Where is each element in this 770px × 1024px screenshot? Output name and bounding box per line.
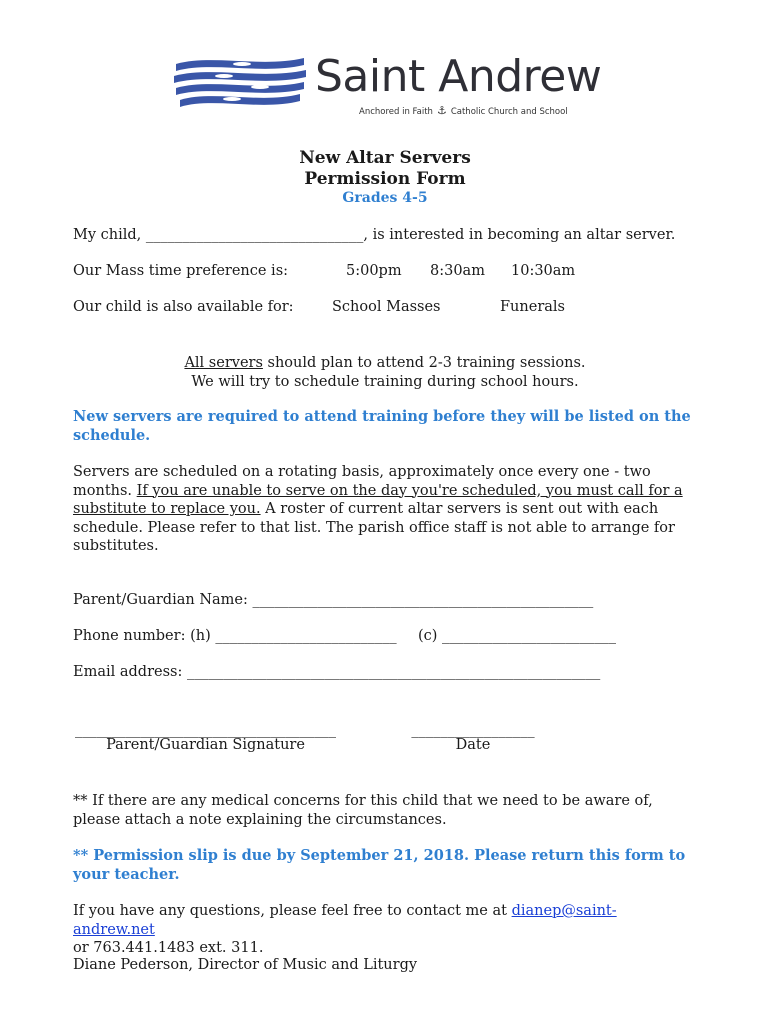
mass-time-row — [73, 263, 288, 279]
mass-time-option-3[interactable]: 10:30am — [511, 263, 576, 279]
logo-tag-left: Anchored in Faith — [359, 107, 433, 117]
signoff: Diane Pederson, Director of Music and Liturgy — [73, 957, 418, 973]
mass-time-option-1[interactable]: 5:00pm — [346, 263, 402, 279]
contact-paragraph — [73, 902, 693, 958]
logo-tag-right: Catholic Church and School — [450, 107, 568, 117]
availability-option-funerals[interactable]: Funerals — [500, 299, 565, 315]
grades-label: Grades 4-5 — [342, 190, 428, 206]
signature-underline[interactable]: ____________________________________ — [75, 722, 336, 738]
training-line-2: We will try to schedule training during school hours. — [191, 373, 579, 390]
contact-text: If you have any questions, please feel free to contact me at — [73, 903, 512, 919]
training-info — [0, 354, 770, 391]
availability-label: Our child is also available for: — [73, 299, 294, 315]
child-name-line: My child, ______________________________, is interested in becoming an altar server. — [73, 227, 676, 243]
date-label: Date — [455, 737, 491, 753]
title-line-1: New Altar Servers — [299, 148, 471, 168]
date-underline[interactable]: _________________ — [411, 722, 535, 738]
email-field[interactable]: Email address: _________________________________________________________ — [73, 664, 601, 680]
signature-label: Parent/Guardian Signature — [106, 737, 305, 753]
anchor-icon: ⚓ — [436, 104, 447, 117]
mass-time-option-2[interactable]: 8:30am — [430, 263, 485, 279]
parent-name-field[interactable]: Parent/Guardian Name: _______________________________________________ — [73, 592, 594, 608]
schedule-paragraph — [73, 463, 693, 556]
availability-option-school-masses[interactable]: School Masses — [332, 299, 441, 315]
phone-cell-field[interactable]: (c) ________________________ — [418, 628, 617, 644]
logo-name: Saint Andrew — [315, 51, 602, 102]
medical-note: ** If there are any medical concerns for this child that we need to be aware of, please attach a note explaining the circumstances. — [73, 793, 653, 828]
contact-email-link[interactable]: dianep@saint-andrew.net — [73, 903, 617, 938]
training-line-1: should plan to attend 2-3 training sessions. — [262, 355, 586, 371]
training-all-servers: All servers — [184, 355, 263, 371]
saint-andrew-logo — [172, 52, 612, 122]
fish-waves-icon — [172, 54, 307, 114]
due-date-notice: ** Permission slip is due by September 21, 2018. Please return this form to your teacher. — [73, 847, 686, 883]
title-line-2: Permission Form — [304, 169, 466, 189]
signature-line[interactable] — [73, 722, 338, 753]
phone-home-field[interactable]: Phone number: (h) _________________________ — [73, 628, 397, 644]
schedule-text-2: A roster of current altar servers is sent out with each schedule. Please refer to that list. The parish office staff is not able to arrange for substitutes. — [73, 501, 675, 554]
mass-time-label: Our Mass time preference is: — [73, 263, 289, 279]
contact-phone: or 763.441.1483 ext. 311. — [73, 940, 264, 956]
training-required-notice: New servers are required to attend training before they will be listed on the schedule. — [73, 408, 691, 444]
form-title — [0, 148, 770, 190]
schedule-text-1: Servers are scheduled on a rotating basis, approximately once every one - two months. — [73, 464, 651, 499]
date-line[interactable] — [408, 722, 538, 753]
schedule-substitute-rule: If you are unable to serve on the day you're scheduled, you must call for a substitute to replace you. — [73, 482, 683, 517]
logo-tagline — [359, 104, 568, 117]
